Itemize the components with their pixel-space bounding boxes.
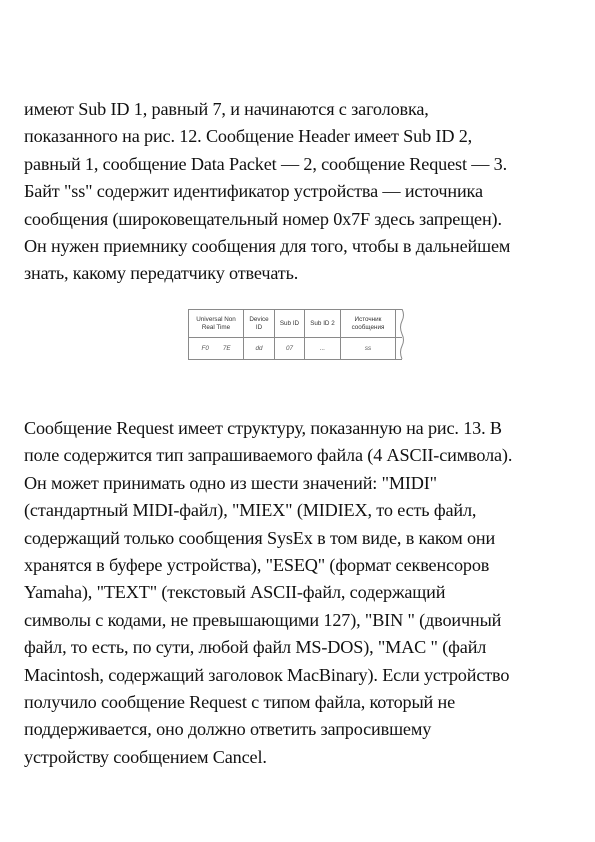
value-cell: ... [305, 338, 341, 360]
text-line: устройству сообщением Cancel. [24, 746, 267, 767]
table-value-row [189, 338, 403, 360]
text-line: содержащий только сообщения SysEx в том виде, в каком они [24, 527, 496, 548]
body-paragraph-1 [24, 96, 579, 288]
text-line: символы с кодами, не превышающими 127), "BIN " (двоичный [24, 609, 502, 630]
value-cell: ss [341, 338, 396, 360]
value-text: F0 [201, 344, 209, 352]
text-line: поле содержится тип запрашиваемого файла (4 ASCII-символа). [24, 445, 513, 466]
text-line: равный 1, сообщение Data Packet — 2, сообщение Request — 3. [24, 153, 508, 174]
torn-edge-mark [398, 309, 406, 359]
value-text: 7E [222, 344, 231, 352]
text-line: файл, то есть, по сути, любой файл MS-DOS), "MAC " (файл [24, 637, 487, 658]
text-line: Он нужен приемнику сообщения для того, чтобы в дальнейшем [24, 236, 511, 257]
value-cell [189, 338, 244, 360]
text-line: Он может принимать одно из шести значений: "MIDI" [24, 472, 437, 493]
header-cell-universal-non-real-time: Universal Non Real Time [189, 310, 244, 338]
text-line: имеют Sub ID 1, равный 7, и начинаются с заголовка, [24, 99, 429, 119]
text-line: получило сообщение Request с типом файла, который не [24, 692, 456, 713]
message-format-table [188, 309, 402, 360]
header-cell-sub-id: Sub ID [275, 310, 305, 338]
text-line: поддерживается, оно должно ответить запросившему [24, 719, 432, 740]
text-line: хранятся в буфере устройства), "ESEQ" (формат секвенсоров [24, 555, 490, 576]
text-line: показанного на рис. 12. Сообщение Header имеет Sub ID 2, [24, 126, 473, 147]
text-line: (стандартный MIDI-файл), "MIEX" (MIDIEX, то есть файл, [24, 500, 477, 521]
header-cell-sub-id-2: Sub ID 2 [305, 310, 341, 338]
text-line: Yamaha), "TEXT" (текстовый ASCII-файл, содержащий [24, 582, 446, 603]
text-line: Сообщение Request имеет структуру, показанную на рис. 13. В [24, 418, 502, 438]
text-line: Macintosh, содержащий заголовок MacBinary). Если устройство [24, 664, 510, 685]
value-cell: dd [244, 338, 275, 360]
text-line: знать, какому передатчику отвечать. [24, 263, 299, 284]
header-cell-device-id: Device ID [244, 310, 275, 338]
body-paragraph-2 [24, 415, 579, 771]
text-line: сообщения (широковещательный номер 0x7F здесь запрещен). [24, 208, 502, 229]
value-cell: 07 [275, 338, 305, 360]
header-cell-message-source: Источник сообщения [341, 310, 396, 338]
table-header-row [189, 310, 403, 338]
message-format-figure [188, 309, 406, 359]
text-line: Байт "ss" содержит идентификатор устройства — источника [24, 181, 483, 202]
